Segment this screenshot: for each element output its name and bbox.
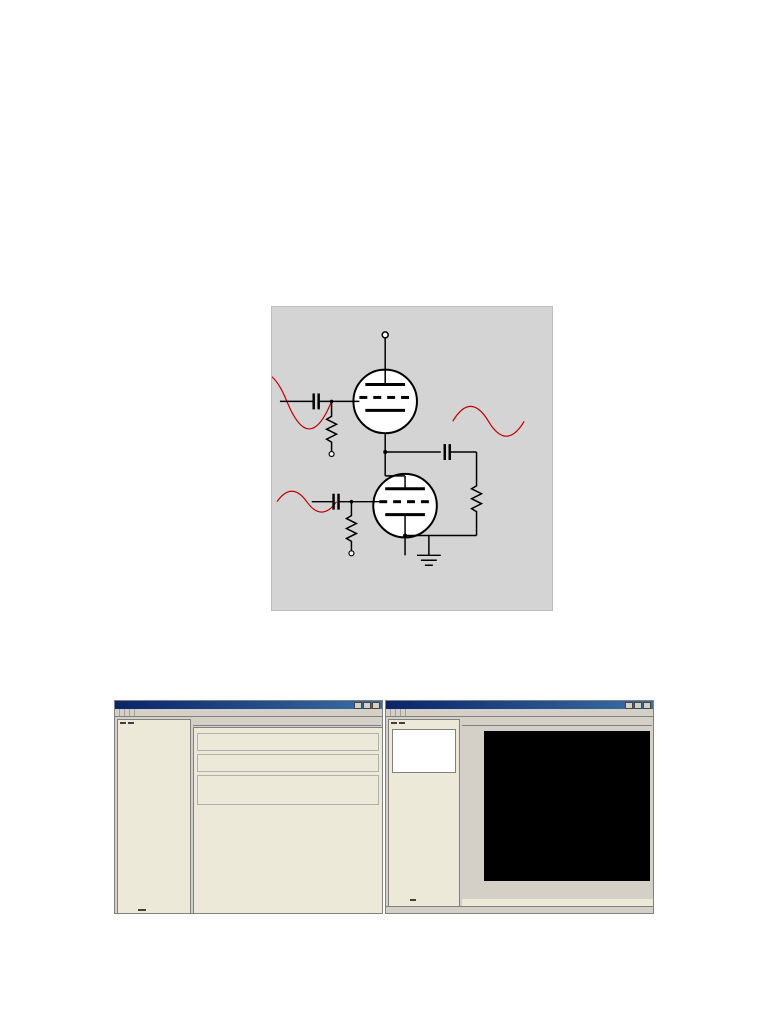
close-icon[interactable] <box>372 702 380 709</box>
plot-legend <box>462 899 654 906</box>
intro-paragraph <box>93 94 693 114</box>
calculate-button[interactable] <box>138 909 146 911</box>
collapse-all-button[interactable] <box>120 722 126 724</box>
save-settings-button[interactable] <box>410 899 416 901</box>
results-panel <box>193 727 383 914</box>
window-titlebar-2 <box>386 701 653 709</box>
calculator-window-sinewave[interactable] <box>385 700 654 914</box>
collapse-all-button-2[interactable] <box>391 722 397 724</box>
window-titlebar <box>115 701 382 709</box>
menu-help[interactable] <box>130 709 135 716</box>
schematic-drawing <box>272 307 552 610</box>
screen-captures[interactable] <box>114 700 654 914</box>
grid-resistor-bottom <box>346 502 356 552</box>
load-resistor <box>472 482 482 536</box>
status-bar <box>386 906 653 913</box>
options-panel <box>117 719 191 914</box>
b-plus-terminal <box>382 332 388 338</box>
sine-wave-plot <box>462 727 652 897</box>
maximize-icon[interactable] <box>634 702 642 709</box>
expand-all-button[interactable] <box>128 722 134 724</box>
calculator-window-tabulated[interactable] <box>114 700 383 914</box>
result-tabs <box>193 719 381 726</box>
plot-options-panel <box>388 719 460 907</box>
minimize-icon[interactable] <box>625 702 633 709</box>
plot-tabs <box>462 719 652 726</box>
ground-symbol <box>417 535 441 565</box>
menu-help[interactable] <box>401 709 406 716</box>
output-sine-wave <box>453 406 524 436</box>
menu-bar-2 <box>386 709 653 717</box>
expand-all-button-2[interactable] <box>399 722 405 724</box>
maximize-icon[interactable] <box>363 702 371 709</box>
section-output-stage-topology[interactable] <box>118 726 190 728</box>
close-icon[interactable] <box>643 702 651 709</box>
plot-titles-list[interactable] <box>392 729 456 773</box>
minimize-icon[interactable] <box>354 702 362 709</box>
menu-bar <box>115 709 382 717</box>
top-triode-tube <box>353 335 417 433</box>
totem-pole-schematic <box>271 306 553 611</box>
